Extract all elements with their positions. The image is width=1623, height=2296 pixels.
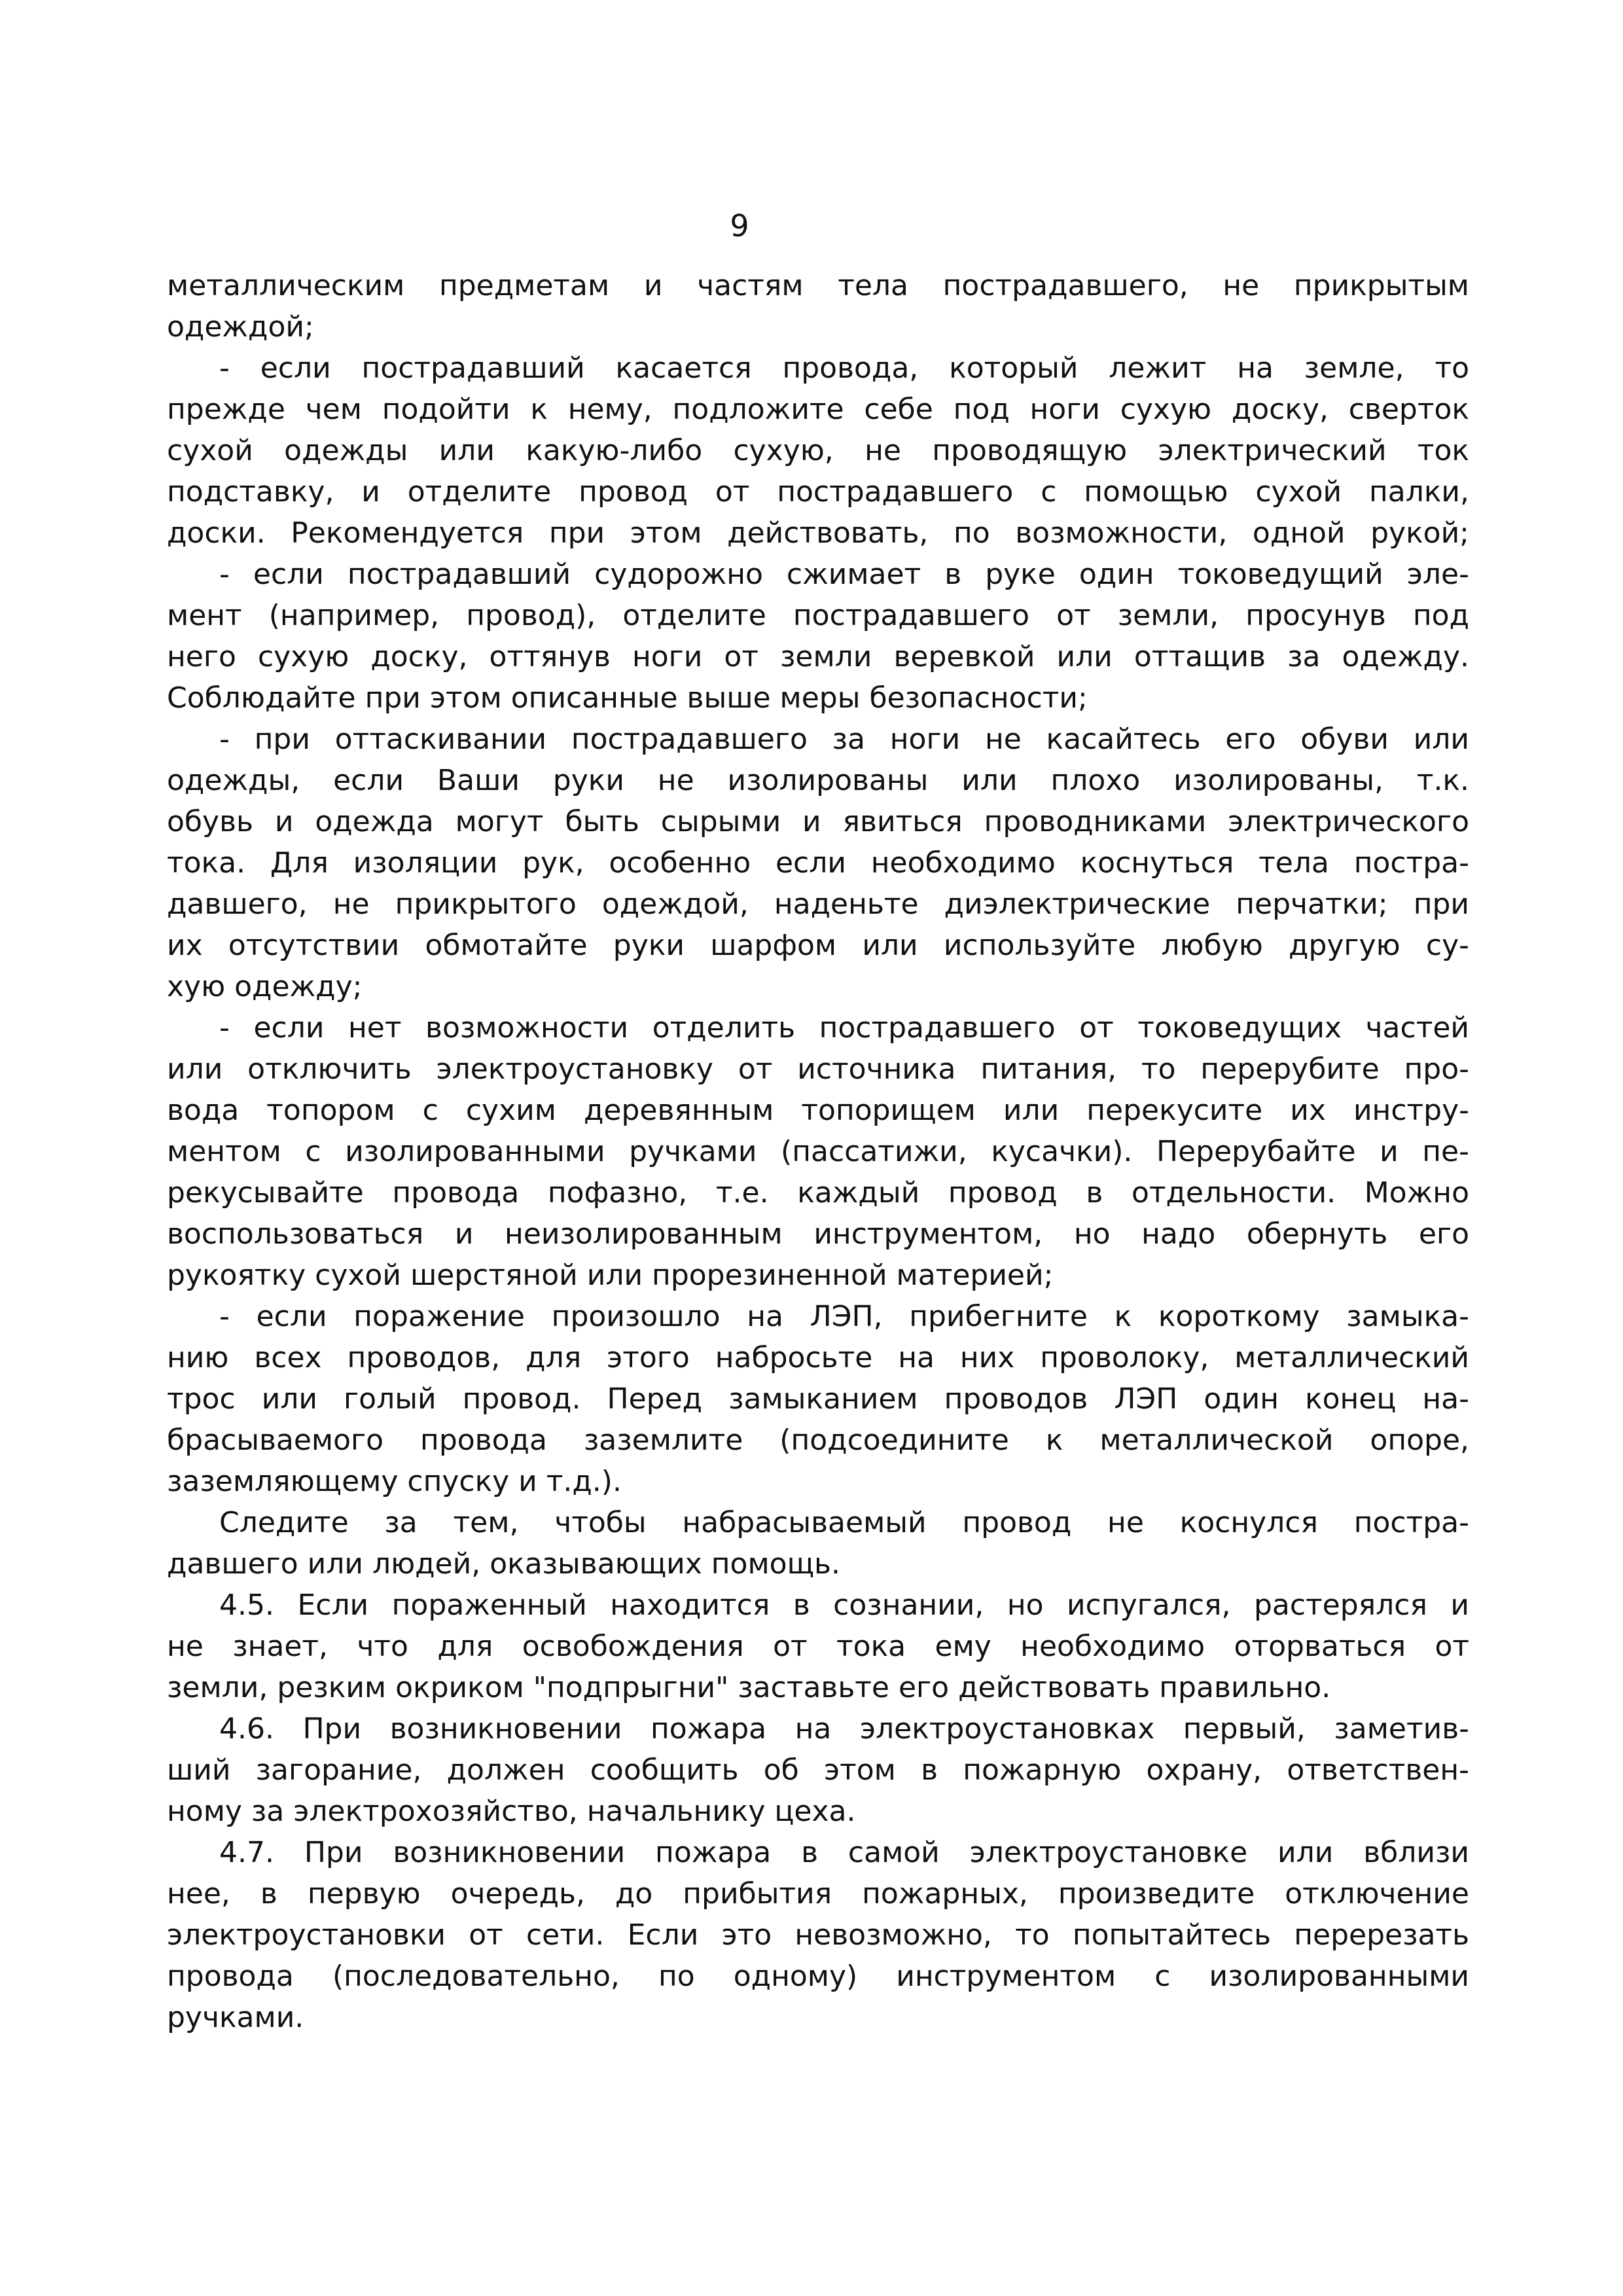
text-line: вода топором с сухим деревянным топорищем или перекусите их инстру- (167, 1094, 1469, 1127)
body-text (167, 265, 1469, 2038)
text-line: рукоятку сухой шерстяной или прорезиненной материей; (167, 1259, 1054, 1292)
text-line: трос или голый провод. Перед замыканием проводов ЛЭП один конец на- (167, 1382, 1469, 1416)
text-line: Соблюдайте при этом описанные выше меры безопасности; (167, 681, 1088, 715)
text-line: доски. Рекомендуется при этом действовать, по возможности, одной рукой; (167, 516, 1469, 550)
text-line: мент (например, провод), отделите пострадавшего от земли, просунув под (167, 599, 1469, 632)
text-line: их отсутствии обмотайте руки шарфом или используйте любую другую су- (167, 929, 1469, 962)
text-line: рекусывайте провода пофазно, т.е. каждый провод в отдельности. Можно (167, 1176, 1469, 1210)
text-line: - если поражение произошло на ЛЭП, прибегните к короткому замыка- (219, 1300, 1469, 1333)
text-line: земли, резким окриком "подпрыгни" заставьте его действовать правильно. (167, 1671, 1331, 1704)
text-line: не знает, что для освобождения от тока ему необходимо оторваться от (167, 1630, 1469, 1663)
text-line: Следите за тем, чтобы набрасываемый провод не коснулся постра- (219, 1506, 1469, 1539)
text-line: него сухую доску, оттянув ноги от земли веревкой или оттащив за одежду. (167, 640, 1469, 673)
text-line: брасываемого провода заземлите (подсоедините к металлической опоре, (167, 1424, 1469, 1457)
text-line: давшего, не прикрытого одеждой, наденьте диэлектрические перчатки; при (167, 888, 1469, 921)
text-line: сухой одежды или какую-либо сухую, не проводящую электрический ток (167, 434, 1469, 467)
text-line: ментом с изолированными ручками (пассатижи, кусачки). Перерубайте и пе- (167, 1135, 1469, 1168)
text-line: одежды, если Ваши руки не изолированы или плохо изолированы, т.к. (167, 764, 1469, 797)
text-line: подставку, и отделите провод от пострадавшего с помощью сухой палки, (167, 475, 1469, 509)
text-line: электроустановки от сети. Если это невозможно, то попытайтесь перерезать (167, 1918, 1469, 1952)
text-line: 4.6. При возникновении пожара на электроустановках первый, заметив- (219, 1712, 1469, 1746)
text-line: нию всех проводов, для этого набросьте на них проволоку, металлический (167, 1341, 1469, 1374)
text-line: одеждой; (167, 310, 314, 344)
text-line: тока. Для изоляции рук, особенно если необходимо коснуться тела постра- (167, 846, 1469, 880)
text-line: 4.5. Если пораженный находится в сознании, но испугался, растерялся и (219, 1588, 1469, 1622)
text-line: хую одежду; (167, 970, 363, 1003)
text-line: нее, в первую очередь, до прибытия пожарных, произведите отключение (167, 1877, 1469, 1910)
text-line: - если пострадавший касается провода, который лежит на земле, то (219, 351, 1469, 385)
text-line: ручками. (167, 2001, 304, 2034)
text-line: обувь и одежда могут быть сырыми и явиться проводниками электрического (167, 805, 1469, 838)
text-line: ному за электрохозяйство, начальнику цеха. (167, 1795, 856, 1828)
text-line: - если пострадавший судорожно сжимает в руке один токоведущий эле- (219, 558, 1469, 591)
text-line: 4.7. При возникновении пожара в самой электроустановке или вблизи (219, 1836, 1469, 1869)
text-line: или отключить электроустановку от источника питания, то перерубите про- (167, 1052, 1469, 1086)
text-line: прежде чем подойти к нему, подложите себе под ноги сухую доску, сверток (167, 393, 1469, 426)
text-line: воспользоваться и неизолированным инструментом, но надо обернуть его (167, 1217, 1469, 1251)
text-line: металлическим предметам и частям тела пострадавшего, не прикрытым (167, 269, 1469, 302)
text-line: ший загорание, должен сообщить об этом в пожарную охрану, ответствен- (167, 1753, 1469, 1787)
text-line: - если нет возможности отделить пострадавшего от токоведущих частей (219, 1011, 1469, 1045)
text-line: заземляющему спуску и т.д.). (167, 1465, 622, 1498)
text-line: - при оттаскивании пострадавшего за ноги не касайтесь его обуви или (219, 723, 1469, 756)
text-line: провода (последовательно, по одному) инструментом с изолированными (167, 1960, 1469, 1993)
text-line: давшего или людей, оказывающих помощь. (167, 1547, 840, 1581)
page-number: 9 (730, 208, 749, 243)
